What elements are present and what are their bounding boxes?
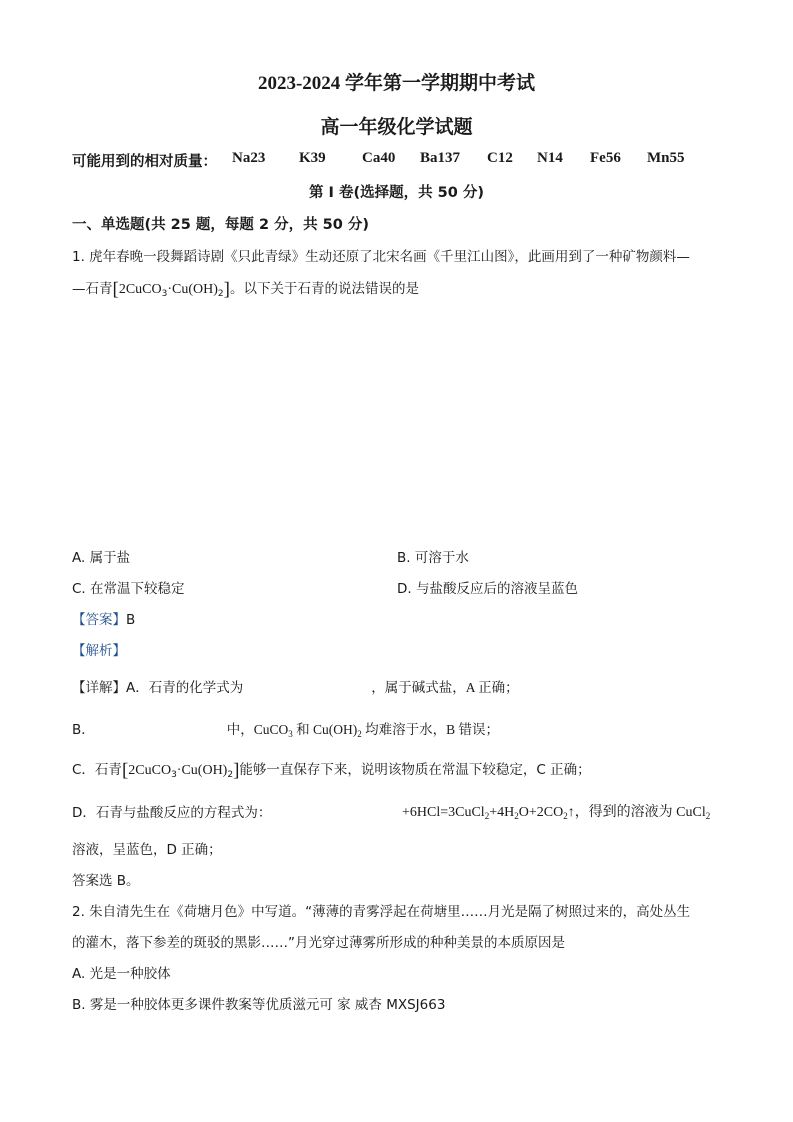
volume-title: 第 I 卷(选择题，共 50 分) <box>308 185 485 201</box>
q1-detail-d-equation: $+6HCl=3CuCl_2+4H_2O+2CO_2↑$，得到的溶液为 CuCl$_2$ <box>402 805 711 821</box>
q1-stem-line1: 1. 虎年春晚一段舞蹈诗剧《只此青绿》生动还原了北宋名画《千里江山图》，此画用到了一种矿物颜料— <box>72 249 690 265</box>
mass-ca: Ca40 <box>362 150 396 166</box>
q2-stem-line1: 2. 朱自清先生在《荷塘月色》中写道。“薄薄的青雾浮起在荷塘里……月光是隔了树照过来的，高处丛生 <box>72 904 691 920</box>
exam-title: 2023-2024 学年第一学期期中考试 <box>257 73 536 94</box>
mass-fe: Fe56 <box>590 150 621 166</box>
mass-n: N14 <box>537 150 563 166</box>
section-title: 一、单选题(共 25 题，每题 2 分，共 50 分) <box>72 217 369 233</box>
q1-detail-b: B． 中，CuCO$_3$ 和 $Cu(OH)_2$ 均难溶于水，B 错误； <box>72 722 500 739</box>
q1-option-d: D. 与盐酸反应后的溶液呈蓝色 <box>397 581 578 597</box>
q1-detail-c: C．石青$[2CuCO_3\cdot Cu(OH)_2]$能够一直保存下来，说明该物质在常温下较稳定，C 正确； <box>72 760 591 781</box>
q1-detail-d-pre: D．石青与盐酸反应的方程式为： <box>72 805 272 821</box>
mass-na: Na23 <box>232 150 266 166</box>
q1-analysis-label: 【解析】 <box>72 643 126 659</box>
q1-detail-d-line2: 溶液，呈蓝色，D 正确； <box>72 842 222 858</box>
mass-mn: Mn55 <box>647 150 685 166</box>
exam-subtitle: 高一年级化学试题 <box>320 117 473 138</box>
q2-stem-line2: 的灌木，落下参差的斑驳的黑影……”月光穿过薄雾所形成的种种美景的本质原因是 <box>72 935 565 951</box>
q1-stem-line2: —石青$[2CuCO_3\cdot Cu(OH)_2]$。以下关于石青的说法错误的是 <box>72 279 419 300</box>
relative-mass-label: 可能用到的相对质量： <box>72 154 217 170</box>
mass-ba: Ba137 <box>420 150 461 166</box>
q1-detail-a: 【详解】A．石青的化学式为 ，属于碱式盐，A 正确； <box>72 680 519 696</box>
mass-k: K39 <box>299 150 326 166</box>
q1-option-c: C. 在常温下较稳定 <box>72 581 185 597</box>
q1-conclusion: 答案选 B。 <box>72 873 140 889</box>
q2-option-a: A. 光是一种胶体 <box>72 966 171 982</box>
q1-option-b: B. 可溶于水 <box>397 550 469 566</box>
mass-c: C12 <box>487 150 513 166</box>
q1-answer: 【答案】B <box>72 612 136 628</box>
q2-option-b: B. 雾是一种胶体更多课件教案等优质滋元可 家 威杏 MXSJ663 <box>72 997 446 1013</box>
q1-option-a: A. 属于盐 <box>72 550 131 566</box>
